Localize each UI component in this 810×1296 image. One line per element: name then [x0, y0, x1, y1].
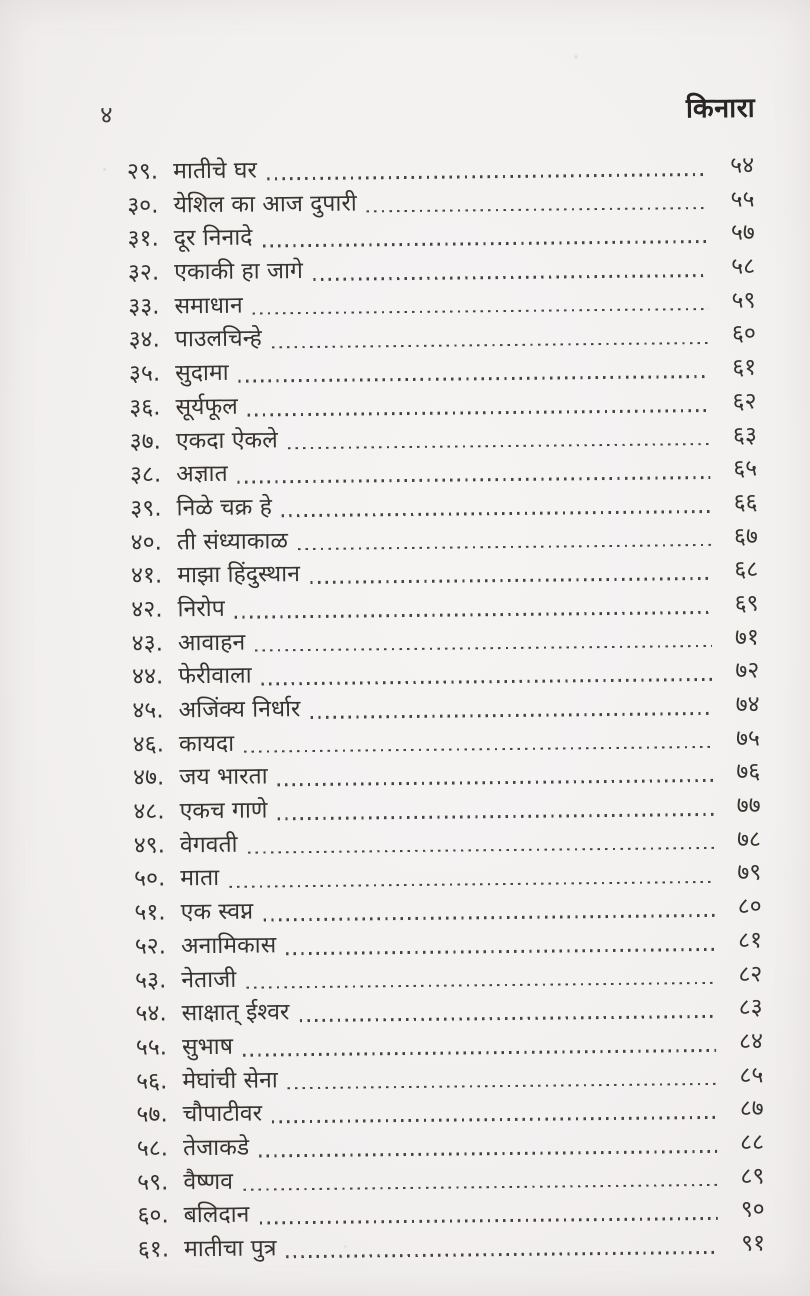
- entry-number: ६१.: [137, 1236, 170, 1263]
- entry-page-number: ६८: [734, 556, 759, 583]
- entry-title: अजिंक्य निर्धार: [178, 696, 301, 724]
- entry-number: ४८.: [133, 798, 165, 825]
- dot-leader: [243, 1184, 717, 1191]
- dot-leader: [248, 409, 710, 416]
- entry-number: ३०.: [127, 192, 159, 219]
- entry-title: मातीचा पुत्र: [183, 1235, 277, 1263]
- dot-leader: [262, 678, 713, 685]
- entry-title: अनामिकास: [180, 932, 277, 960]
- dot-leader: [272, 1116, 717, 1123]
- table-of-contents: [110, 149, 765, 1267]
- entry-number: ५१.: [134, 899, 166, 926]
- entry-number: ३१.: [127, 225, 159, 253]
- entry-page-number: ७१: [734, 624, 760, 651]
- entry-title: माझा हिंदुस्थान: [177, 561, 301, 589]
- entry-title: एकदा ऐकले: [175, 426, 278, 454]
- folio-page-number: ४: [100, 100, 113, 129]
- entry-page-number: ८१: [737, 927, 763, 954]
- entry-title: वेगवती: [179, 831, 238, 859]
- entry-page-number: ७४: [735, 691, 760, 718]
- dot-leader: [255, 645, 712, 652]
- entry-title: एकाकी हा जागे: [174, 258, 304, 286]
- entry-number: ३५.: [128, 360, 161, 387]
- dot-leader: [235, 611, 712, 618]
- entry-number: ५५.: [135, 1034, 168, 1061]
- entry-page-number: ७६: [736, 758, 761, 786]
- entry-page-number: ७९: [737, 859, 762, 887]
- entry-title: येशिल का आज दुपारी: [173, 190, 357, 219]
- entry-number: ५२.: [134, 933, 167, 960]
- dot-leader: [310, 712, 712, 719]
- entry-title: मातीचे घर: [173, 157, 257, 185]
- entry-number: ४४.: [131, 663, 164, 691]
- entry-page-number: ७२: [735, 657, 760, 685]
- entry-title: पाउलचिन्हे: [174, 325, 262, 353]
- dot-leader: [288, 443, 710, 450]
- dot-leader: [246, 982, 715, 989]
- entry-number: ४०.: [130, 529, 163, 556]
- entry-title: माता: [180, 865, 220, 892]
- entry-page-number: ६७: [733, 523, 759, 550]
- scan-speck: [574, 55, 578, 59]
- entry-number: ४६.: [132, 731, 165, 758]
- dot-leader: [259, 1150, 717, 1157]
- entry-page-number: ७८: [736, 826, 762, 853]
- entry-page-number: ८३: [738, 994, 763, 1021]
- entry-title: जय भारता: [179, 763, 268, 791]
- entry-number: ४३.: [131, 630, 164, 657]
- dot-leader: [259, 1217, 717, 1224]
- dot-leader: [288, 1083, 717, 1090]
- entry-title: तेजाकडे: [182, 1134, 250, 1162]
- dot-leader: [298, 544, 711, 551]
- dot-leader: [282, 510, 711, 517]
- dot-leader: [299, 1015, 715, 1022]
- book-title: किनारा: [685, 92, 756, 125]
- entry-title: सूर्यफूल: [175, 393, 238, 421]
- entry-number: ३९.: [130, 495, 162, 522]
- entry-page-number: ९०: [740, 1196, 765, 1223]
- entry-number: ३७.: [129, 428, 162, 455]
- entry-number: ३३.: [128, 293, 160, 320]
- dot-leader: [244, 746, 713, 753]
- entry-number: ५६.: [136, 1068, 168, 1095]
- entry-number: ४५.: [132, 697, 164, 724]
- entry-number: ३८.: [129, 461, 162, 489]
- dot-leader: [238, 476, 711, 483]
- entry-title: सुभाष: [181, 1033, 234, 1061]
- dot-leader: [243, 1049, 716, 1056]
- dot-leader: [263, 914, 714, 921]
- dot-leader: [248, 847, 714, 854]
- entry-page-number: ९१: [740, 1230, 766, 1257]
- entry-title: चौपाटीवर: [182, 1100, 263, 1128]
- entry-title: अज्ञात: [176, 461, 228, 488]
- entry-number: ४७.: [132, 764, 165, 792]
- entry-page-number: ६६: [733, 489, 758, 516]
- entry-page-number: ६१: [732, 354, 757, 381]
- entry-page-number: ५५: [730, 186, 755, 213]
- entry-page-number: ५९: [731, 287, 756, 314]
- dot-leader: [253, 308, 709, 315]
- entry-page-number: ६३: [732, 421, 757, 449]
- entry-number: ४१.: [130, 562, 163, 590]
- dot-leader: [287, 1251, 719, 1258]
- dot-leader: [263, 240, 708, 247]
- entry-page-number: ५८: [731, 253, 756, 280]
- entry-title: एकच गाणे: [179, 797, 268, 825]
- entry-title: दूर निनादे: [173, 224, 253, 252]
- entry-page-number: ८५: [739, 1061, 764, 1089]
- dot-leader: [278, 779, 714, 786]
- entry-page-number: ६०: [731, 320, 756, 348]
- entry-number: ६०.: [137, 1202, 169, 1230]
- entry-number: ३४.: [128, 326, 160, 354]
- entry-title: निळे चक्र हे: [176, 494, 273, 522]
- entry-page-number: ८४: [738, 1028, 764, 1055]
- entry-number: ५४.: [135, 1000, 167, 1027]
- scan-speck: [103, 168, 106, 171]
- entry-title: मेघांची सेना: [182, 1066, 278, 1094]
- entry-number: ५०.: [133, 865, 166, 893]
- entry-number: ४२.: [131, 596, 163, 623]
- entry-page-number: ८२: [738, 960, 763, 988]
- entry-page-number: ६९: [734, 590, 759, 617]
- entry-title: ती संध्याकाळ: [176, 527, 289, 555]
- dot-leader: [278, 813, 714, 820]
- entry-title: निरोप: [177, 595, 225, 623]
- dot-leader: [272, 341, 709, 348]
- dot-leader: [229, 880, 714, 888]
- dot-leader: [310, 577, 711, 584]
- entry-title: आवाहन: [177, 629, 246, 656]
- entry-page-number: ८८: [739, 1129, 765, 1156]
- entry-page-number: ७५: [735, 725, 761, 752]
- entry-page-number: ८७: [739, 1095, 764, 1122]
- entry-page-number: ६२: [732, 388, 757, 415]
- entry-title: एक स्वप्न: [180, 898, 254, 926]
- entry-title: साक्षात् ईश्वर: [181, 999, 290, 1027]
- entry-title: फेरीवाला: [178, 662, 252, 690]
- entry-page-number: ६५: [733, 455, 758, 482]
- page-header: [100, 88, 755, 131]
- entry-number: ३६.: [129, 394, 161, 421]
- dot-leader: [239, 375, 710, 382]
- entry-number: २९.: [126, 158, 159, 185]
- entry-title: कायदा: [178, 730, 235, 758]
- entry-number: ५३.: [134, 966, 167, 994]
- dot-leader: [267, 173, 707, 180]
- entry-title: नेताजी: [181, 966, 237, 993]
- entry-number: ५८.: [136, 1135, 169, 1162]
- dot-leader: [286, 948, 715, 955]
- entry-number: ५९.: [137, 1169, 169, 1196]
- entry-page-number: ८९: [740, 1163, 765, 1190]
- toc-entry: [121, 1227, 765, 1267]
- entry-title: बलिदान: [183, 1201, 250, 1229]
- dot-leader: [367, 207, 708, 213]
- entry-page-number: ५७: [730, 219, 755, 247]
- entry-title: सुदामा: [175, 359, 229, 387]
- entry-page-number: ५४: [730, 152, 755, 179]
- entry-page-number: ७७: [736, 792, 761, 819]
- entry-title: समाधान: [174, 292, 243, 320]
- entry-number: ४९.: [133, 832, 166, 859]
- entry-number: ३२.: [127, 259, 160, 286]
- entry-page-number: ८०: [737, 893, 762, 920]
- entry-number: ५७.: [136, 1101, 168, 1129]
- dot-leader: [313, 274, 708, 281]
- entry-title: वैष्णव: [183, 1168, 234, 1195]
